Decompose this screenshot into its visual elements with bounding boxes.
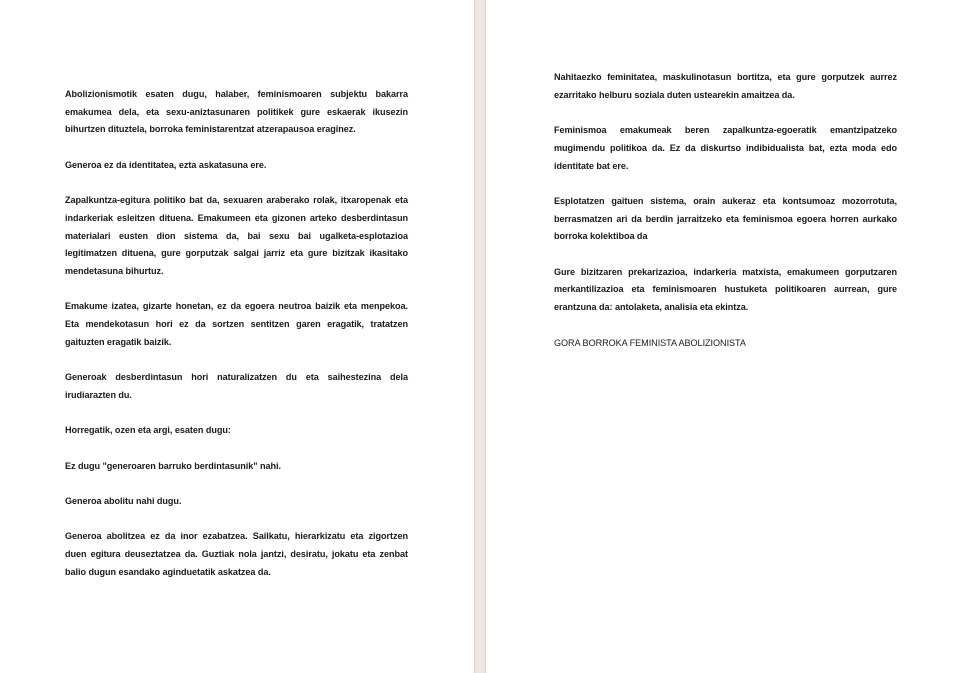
paragraph: Zapalkuntza-egitura politiko bat da, sexuaren araberako rolak, itxaropenak eta indarkeriak esleitzen dituena. Emakumeen eta gizonen arteko desberdintasun materialari eusten dion sistema da, bai sexu bai ugalketa-esplotazioa legitimatzen dituena, gure gorputzak salgai jarriz eta gure bizitzak ikasitako mendetasuna bihurtuz.: [65, 195, 408, 276]
paragraph: Emakume izatea, gizarte honetan, ez da egoera neutroa baizik eta menpekoa. Eta mendekotasun hori ez da sortzen sentitzen garen eragatik, tratatzen gaituzten eragatik baizik.: [65, 301, 408, 347]
closing-slogan: GORA BORROKA FEMINISTA ABOLIZIONISTA: [554, 337, 746, 348]
paragraph: Generoa ez da identitatea, ezta askatasuna ere.: [65, 159, 267, 170]
paragraph: Generoak desberdintasun hori naturalizatzen du eta saihestezina dela irudiarazten du.: [65, 372, 408, 400]
text-column-right: [554, 69, 897, 370]
paragraph: Horregatik, ozen eta argi, esaten dugu:: [65, 425, 231, 436]
paragraph: Generoa abolitzea ez da inor ezabatzea. Sailkatu, hierarkizatu eta zigortzen duen egitura deuseztatzea da. Guztiak nola jantzi, desiratu, jokatu eta zenbat balio dugun esandako aginduetatik askatzea da.: [65, 531, 408, 577]
paragraph: Abolizionismotik esaten dugu, halaber, feminismoaren subjektu bakarra emakumea dela, eta sexu-aniztasunaren politikek gure eskaerak ikusezin bihurtzen dituztela, borroka feministarentzat atzerapausoa eraginez.: [65, 89, 408, 135]
paragraph: Esplotatzen gaituen sistema, orain aukeraz eta kontsumoaz mozorrotuta, berrasmatzen ari da berdin jarraitzeko eta feminismoa egoera horren aurkako borroka kolektiboa da: [554, 195, 897, 242]
paragraph: Gure bizitzaren prekarizazioa, indarkeria matxista, emakumeen gorputzaren merkantilizazioa eta feminismoaren hustuketa politikoaren aurrean, gure erantzuna da: antolaketa, analisia eta ekintza.: [554, 266, 897, 313]
paragraph: Nahitaezko feminitatea, maskulinotasun bortitza, eta gure gorputzek aurrez ezarritako helburu soziala duten ustearekin amaitzea da.: [554, 72, 897, 100]
text-column-left: [65, 86, 408, 599]
paragraph: Ez dugu "generoaren barruko berdintasunik" nahi.: [65, 460, 281, 471]
paragraph: Feminismoa emakumeak beren zapalkuntza-egoeratik emantzipatzeko mugimendu politikoa da. Ez da diskurtso indibidualista bat, ezta moda edo identitate bat ere.: [554, 125, 897, 171]
page-gutter: [474, 0, 486, 673]
document-page-left: [0, 0, 474, 673]
paragraph: Generoa abolitu nahi dugu.: [65, 496, 182, 507]
document-page-right: [486, 0, 963, 673]
